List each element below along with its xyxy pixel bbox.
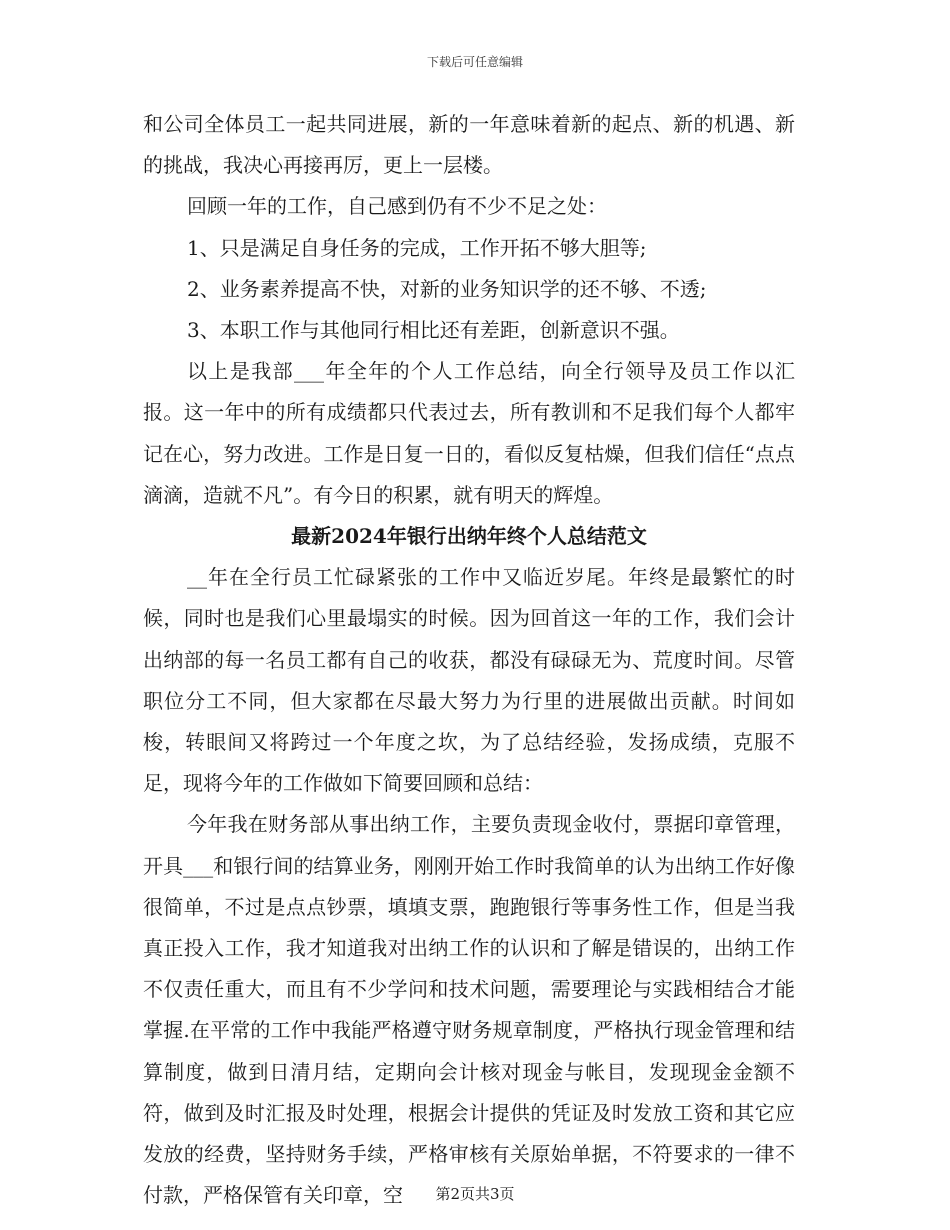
body-paragraph: 今年我在财务部从事出纳工作，主要负责现金收付，票据印章管理，开具___和银行间的结算业务，刚刚开始工作时我简单的认为出纳工作好像很简单，不过是点点钞票，填填支票，跑跑银行等事务性工作，但是当我真正投入工作，我才知道我对出纳工作的认识和了解是错误的，出纳工作不仅责任重大，而且有不少学问和技术问题，需要理论与实践相结合才能掌握.在平常的工作中我能严格遵守财务规章制度，严格执行现金管理和结算制度，做到日清月结，定期向会计核对现金与帐目，发现现金金额不符，做到及时汇报及时处理，根据会计提供的凭证及时发放工资和其它应发放的经费，坚持财务手续，严格审核有关原始单据，不符要求的一律不付款，严格保管有关印章，空 — [143, 812, 795, 1208]
body-paragraph: 和公司全体员工一起共同进展，新的一年意味着新的起点、新的机遇、新的挑战，我决心再接再厉，更上一层楼。 — [143, 112, 795, 178]
section-title: 最新2024年银行出纳年终个人总结范文 — [291, 524, 647, 549]
header-note: 下载后可任意编辑 — [426, 55, 523, 69]
document-body — [143, 104, 795, 1216]
list-item: 3、本职工作与其他同行相比还有差距，创新意识不强。 — [187, 318, 680, 343]
body-paragraph: 回顾一年的工作，自己感到仍有不少不足之处： — [187, 194, 607, 219]
page-number: 第2页共3页 — [435, 1185, 515, 1203]
body-paragraph: __年在全行员工忙碌紧张的工作中又临近岁尾。年终是最繁忙的时候，同时也是我们心里最塌实的时候。因为回首这一年的工作，我们会计出纳部的每一名员工都有自己的收获，都没有碌碌无为、荒度时间。尽管职位分工不同，但大家都在尽最大努力为行里的进展做出贡献。时间如梭，转眼间又将跨过一个年度之坎，为了总结经验，发扬成绩，克服不足，现将今年的工作做如下简要回顾和总结： — [143, 565, 795, 796]
body-paragraph: 以上是我部___年全年的个人工作总结，向全行领导及员工作以汇报。这一年中的所有成绩都只代表过去，所有教训和不足我们每个人都牢记在心，努力改进。工作是日复一日的，看似反复枯燥，但我们信任“点点滴滴，造就不凡”。有今日的积累，就有明天的辉煌。 — [143, 359, 795, 507]
list-item: 1、只是满足自身任务的完成，工作开拓不够大胆等; — [187, 235, 647, 260]
list-item: 2、业务素养提高不快，对新的业务知识学的还不够、不透; — [187, 276, 707, 301]
